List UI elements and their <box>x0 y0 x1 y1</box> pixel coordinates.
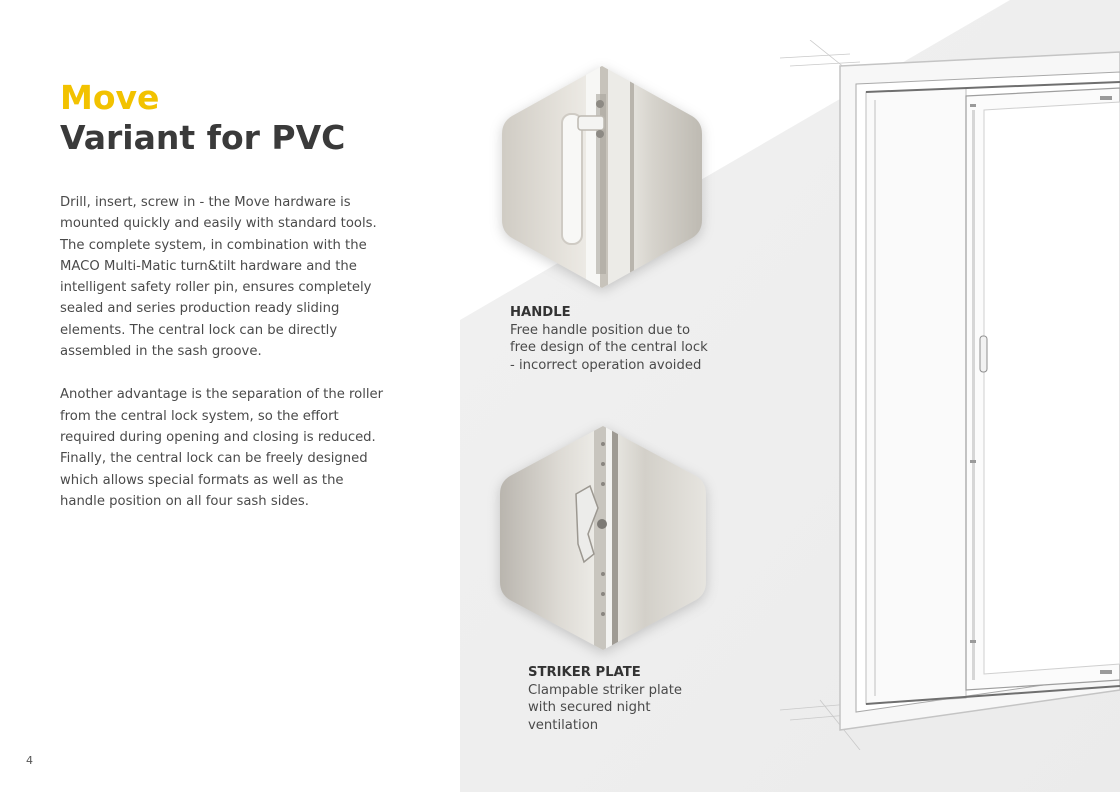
handle-photo <box>500 64 704 290</box>
striker-caption <box>528 664 682 734</box>
body-paragraph-2: Another advantage is the separation of the roller from the central lock system, so the effort required during opening and closing is reduced. Finally, the central lock can be freely designed which allows special formats as well as the handle position on all four sash sides. <box>60 387 384 509</box>
title-accent: Move <box>60 78 160 117</box>
handle-caption <box>510 304 708 374</box>
handle-caption-title: HANDLE <box>510 305 571 320</box>
page-title <box>60 78 345 158</box>
striker-plate-photo <box>498 424 708 652</box>
body-paragraph-1: Drill, insert, screw in - the Move hardware is mounted quickly and easily with standard tools. The complete system, in combination with the MACO Multi-Matic turn&tilt hardware and the intelligent safety roller pin, ensures completely sealed and series production ready sliding elements. The central lock can be directly assembled in the sash groove. <box>60 195 377 360</box>
title-main: Variant for PVC <box>60 118 346 157</box>
striker-caption-title: STRIKER PLATE <box>528 665 641 680</box>
body-text <box>60 192 390 534</box>
page-number: 4 <box>26 754 33 767</box>
handle-caption-text: Free handle position due to free design of the central lock - incorrect operation avoided <box>510 322 708 373</box>
striker-caption-text: Clampable striker plate with secured night ventilation <box>528 682 683 733</box>
sliding-window-illustration <box>770 40 1120 750</box>
